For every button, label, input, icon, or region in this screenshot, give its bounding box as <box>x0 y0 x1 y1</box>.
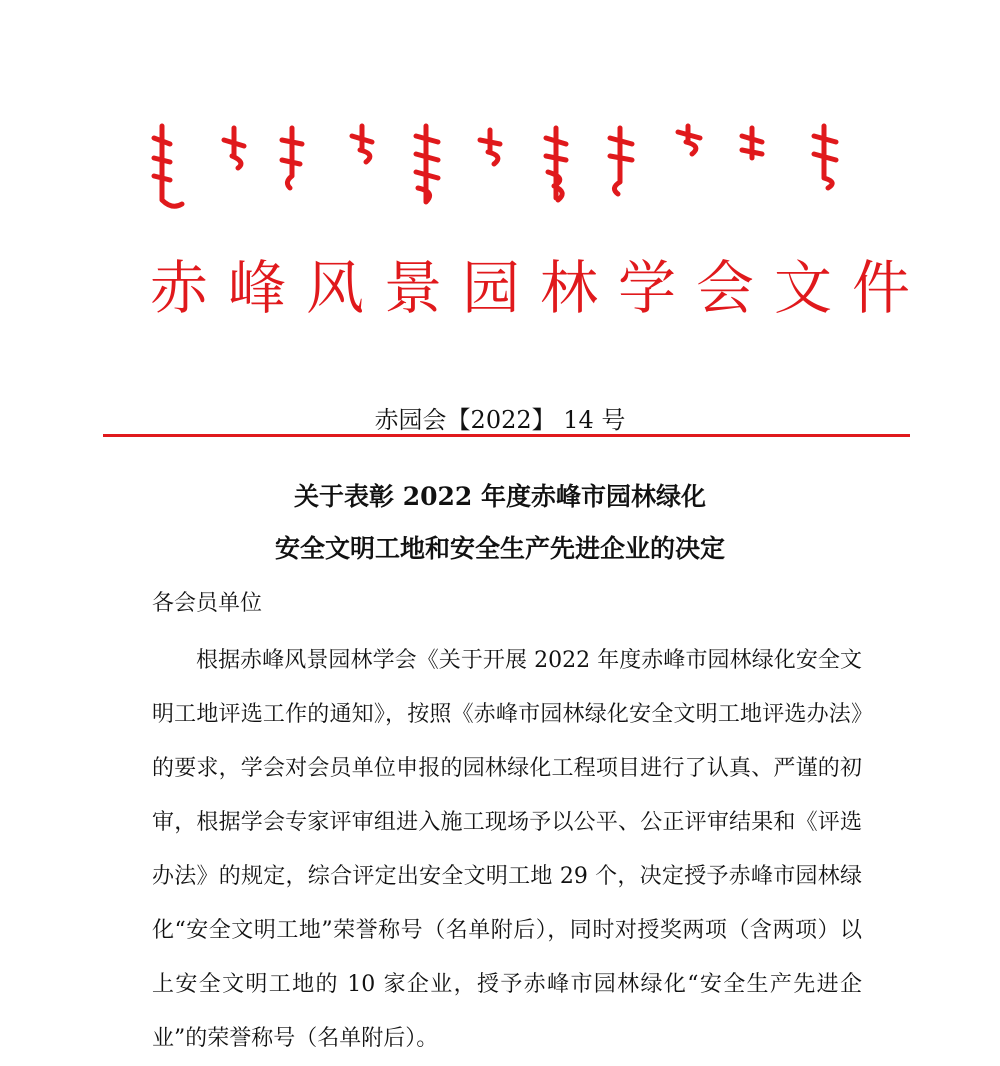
document-number: 赤园会【2022】 14 号 <box>374 406 626 434</box>
document-title-line-2: 安全文明工地和安全生产先进企业的决定 <box>274 534 725 563</box>
document-title-line-1: 关于表彰 2022 年度赤峰市园林绿化 <box>294 482 706 511</box>
mongolian-glyph <box>814 126 836 188</box>
mongolian-glyph <box>154 126 182 206</box>
mongolian-glyph <box>352 126 372 162</box>
red-divider-line <box>103 434 910 437</box>
mongolian-glyph <box>282 128 302 188</box>
mongolian-glyph <box>610 128 632 194</box>
mongolian-glyph <box>224 128 244 168</box>
organization-title: 赤峰风景园林学会文件 <box>150 254 931 322</box>
mongolian-glyph <box>546 128 566 200</box>
body-paragraph: 根据赤峰风景园林学会《关于开展 2022 年度赤峰市园林绿化安全文明工地评选工作的通知》，按照《赤峰市园林绿化安全文明工地评选办法》的要求，学会对会员单位申报的园林绿化工程项目进行了认真、严谨的初审，根据学会专家评审组进入施工现场予以公平、公正评审结果和《评选办法》的规定，综合评定出安全文明工地 29 个，决定授予赤峰市园林绿化“安全文明工地”荣誉称号（名单附后），同时对授奖两项（含两项）以上安全文明工地的 10 家企业，授予赤峰市园林绿化“安全生产先进企业”的荣誉称号（名单附后）。 <box>152 648 862 1051</box>
salutation: 各会员单位 <box>152 591 263 616</box>
mongolian-glyph <box>742 128 762 158</box>
mongolian-script-header <box>148 118 848 218</box>
mongolian-glyph <box>416 126 438 202</box>
mongolian-glyph <box>480 130 500 164</box>
mongolian-glyph <box>678 126 700 154</box>
